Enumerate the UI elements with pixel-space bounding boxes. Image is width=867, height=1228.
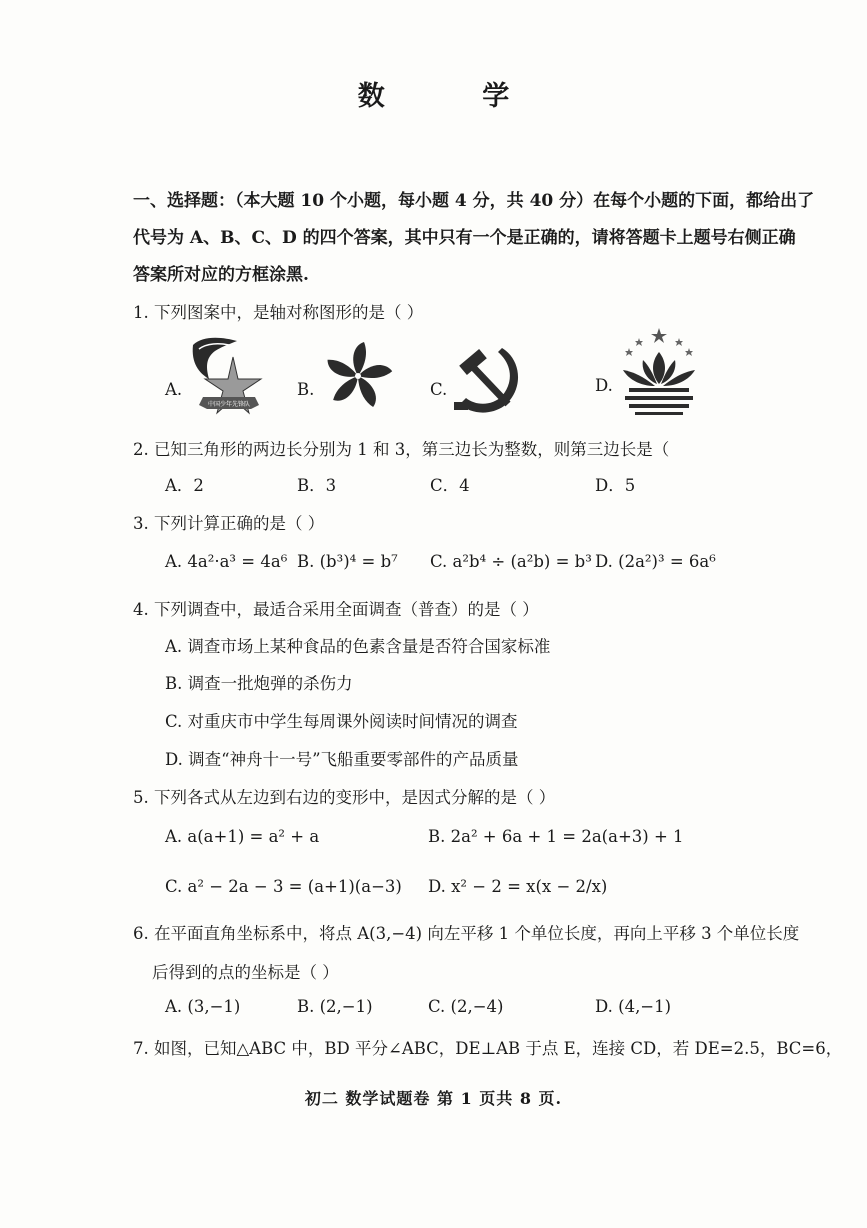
question-7-stem: 7. 如图，已知△ABC 中，BD 平分∠ABC，DE⊥AB 于点 E，连接 CD，若 DE=2.5，BC=6， [133,1039,843,1058]
q4-option-b: B. 调查一批炮弹的杀伤力 [165,674,353,693]
q6-option-d: D. (4,−1) [595,997,672,1016]
question-2-stem: 2. 已知三角形的两边长分别为 1 和 3，第三边长为整数，则第三边长是（ [133,440,670,459]
q6-option-a: A. (3,−1) [165,997,241,1016]
emblem-banner-text: 中国少年先锋队 [207,401,251,408]
q4-option-d: D. 调查“神舟十一号”飞船重要零部件的产品质量 [165,750,519,769]
q2-option-a: A．2 [165,476,204,495]
question-5-stem: 5. 下列各式从左边到右边的变形中，是因式分解的是（ ） [133,788,556,807]
q2-option-b: B．3 [297,476,337,495]
section-heading-line-2: 代号为 A、B、C、D 的四个答案，其中只有一个是正确的，请将答题卡上题号右侧正确 [133,228,796,248]
section-heading-line-3: 答案所对应的方框涂黑. [133,265,309,285]
question-1-stem: 1. 下列图案中，是轴对称图形的是（ ） [133,303,424,322]
q5-option-d: D. x² − 2 = x(x − 2/x) [428,877,608,896]
q4-option-a: A. 调查市场上某种食品的色素含量是否符合国家标准 [165,637,551,656]
q1-option-d-label: D. [595,376,613,395]
q1-option-b-label: B. [297,380,315,399]
section-heading-line-1: 一、选择题：（本大题 10 个小题，每小题 4 分，共 40 分）在每个小题的下面，都给出了 [133,191,815,211]
q3-option-c: C. a²b⁴ ÷ (a²b) = b³ [430,552,592,571]
page-footer: 初二 数学试题卷 第 1 页共 8 页. [304,1089,563,1108]
q3-option-d: D. (2a²)³ = 6a⁶ [595,552,716,571]
hammer-sickle-icon [452,342,524,416]
q4-option-c: C. 对重庆市中学生每周课外阅读时间情况的调查 [165,712,518,731]
q2-option-d: D．5 [595,476,636,495]
macau-lotus-emblem-icon [617,326,701,418]
q5-option-b: B. 2a² + 6a + 1 = 2a(a+3) + 1 [428,827,684,846]
page-title: 数 学 [357,81,554,112]
q2-option-c: C．4 [430,476,470,495]
bauhinia-flower-icon [318,338,398,414]
q1-option-c-label: C. [430,380,448,399]
q1-option-a-label: A. [165,380,183,399]
q5-option-c: C. a² − 2a − 3 = (a+1)(a−3) [165,877,402,896]
q6-option-c: C. (2,−4) [428,997,504,1016]
q3-option-b: B. (b³)⁴ = b⁷ [297,552,398,571]
question-3-stem: 3. 下列计算正确的是（ ） [133,514,325,533]
question-4-stem: 4. 下列调查中，最适合采用全面调查（普查）的是（ ） [133,600,539,619]
question-6-stem-line-2: 后得到的点的坐标是（ ） [152,963,339,982]
q5-option-a: A. a(a+1) = a² + a [165,827,320,846]
young-pioneers-emblem-icon [185,333,267,421]
q6-option-b: B. (2,−1) [297,997,373,1016]
question-6-stem-line-1: 6. 在平面直角坐标系中，将点 A(3,−4) 向左平移 1 个单位长度，再向上平移 3 个单位长度 [133,924,800,943]
q3-option-a: A. 4a²·a³ = 4a⁶ [165,552,288,571]
